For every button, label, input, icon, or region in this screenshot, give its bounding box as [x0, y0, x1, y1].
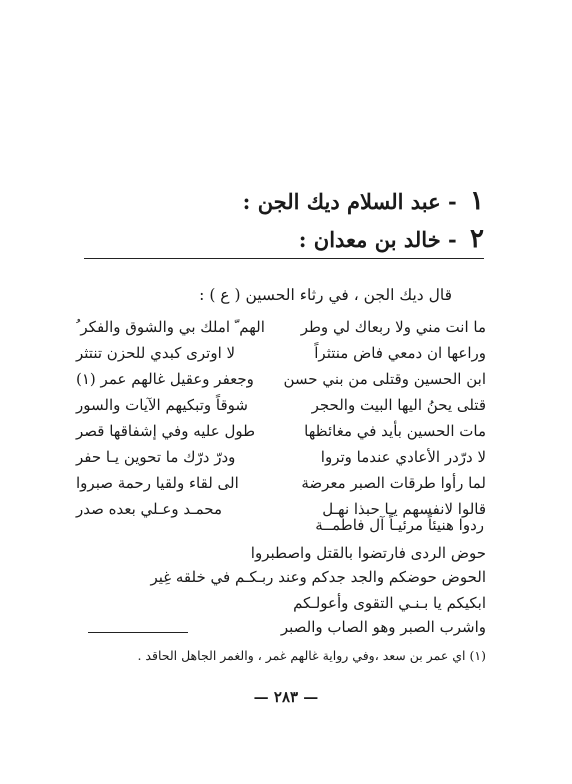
verse-4-second-hemistich: شوقاً وتبكيهم الآيات والسور — [76, 396, 248, 414]
verse-line-13: واشرب الصبر وهو الصاب والصبر — [280, 618, 486, 636]
verse-line-11: الحوض حوضكم والجد جدكم وعند ربـكـم في خلقه غِير — [150, 568, 486, 586]
heading-1 — [84, 186, 484, 216]
verse-5 — [76, 422, 486, 442]
verse-8-second-hemistich: محمـد وعـلي بعده صدر — [76, 500, 223, 518]
verse-3-first-hemistich: ابن الحسين وقتلى من بني حسن — [283, 370, 486, 388]
verse-6-second-hemistich: ودرّ درّك ما تحوين يـا حفر — [76, 448, 236, 466]
intro-line: قال ديك الجن ، في رثاء الحسين ( ع ) : — [199, 286, 452, 304]
heading-2-number: ٢ — [470, 224, 484, 254]
verse-7-first-hemistich: لما رأوا طرقات الصبر معرضة — [301, 474, 486, 492]
verse-1 — [76, 318, 486, 338]
verse-3 — [76, 370, 486, 390]
heading-divider — [84, 258, 484, 259]
verse-6-first-hemistich: لا درّدر الأعادي عندما وتروا — [320, 448, 486, 466]
page-number: — ٢٨٣ — — [253, 688, 319, 706]
verse-5-second-hemistich: طول عليه وفي إشفاقها قصر — [76, 422, 256, 440]
verse-line-12: ابكيكم يا بـنـي التقوى وأعولـكم — [293, 594, 486, 612]
verse-3-second-hemistich: وجعفر وعقيل غالهم عمر (١) — [76, 370, 254, 388]
heading-1-number: ١ — [470, 186, 484, 216]
footnote-divider — [88, 632, 188, 633]
verse-1-first-hemistich: ما انت مني ولا ربعاك لي وطر — [300, 318, 486, 336]
verse-6 — [76, 448, 486, 468]
verse-4-first-hemistich: قتلى يحنُ اليها البيت والحجر — [311, 396, 486, 414]
verse-line-9: ردوا هنيئاً مرئيـاً آل فاطمــة — [315, 516, 484, 534]
footnote: (١) اي عمر بن سعد ،وفي رواية غالهم غمر ، والغمر الجاهل الحاقد . — [137, 648, 486, 663]
verse-2 — [76, 344, 486, 364]
verse-2-second-hemistich: لا اوترى كبدي للحزن تنتثر — [76, 344, 236, 362]
heading-2 — [84, 224, 484, 254]
verse-4 — [76, 396, 486, 416]
verse-7 — [76, 474, 486, 494]
verse-line-10: حوض الردى فارتضوا بالقتل واصطبروا — [250, 544, 486, 562]
verse-2-first-hemistich: وراعها ان دمعي فاض منتثراً — [314, 344, 486, 362]
verse-8-first-hemistich: قالوا لانفسهم يـا حبذا نهـل — [322, 500, 486, 518]
verse-7-second-hemistich: الى لقاء ولقيا رحمة صبروا — [76, 474, 239, 492]
heading-2-text: - خالد بن معدان : — [298, 227, 457, 252]
verse-1-second-hemistich: الهم ّ املك بي والشوق والفكر ُ — [76, 318, 265, 336]
verse-5-first-hemistich: مات الحسين بأيد في مغائظها — [304, 422, 486, 440]
heading-1-text: - عبد السلام ديك الجن : — [242, 189, 457, 214]
